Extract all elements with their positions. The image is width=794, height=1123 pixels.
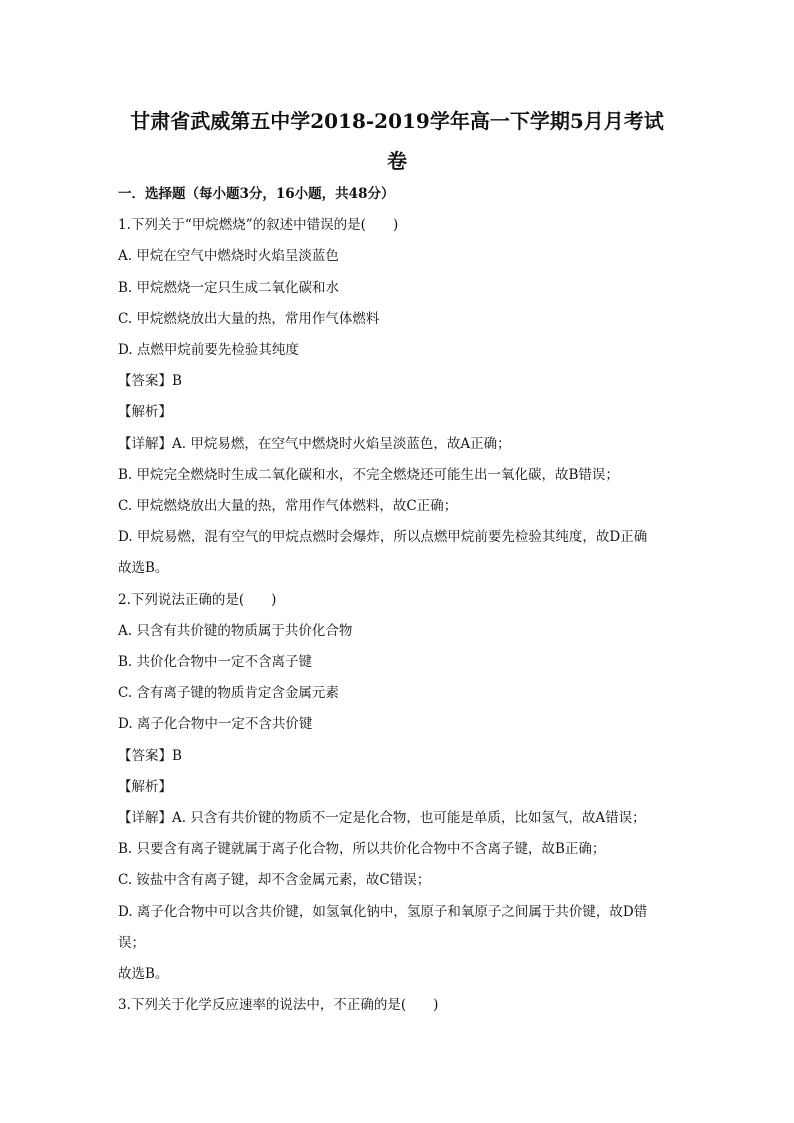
text-line: 【答案】B	[118, 373, 182, 390]
text-line: D. 离子化合物中可以含共价键，如氢氧化钠中，氢原子和氧原子之间属于共价键，故D错	[118, 903, 648, 920]
text-line: 故选B。	[118, 966, 169, 982]
text-line: B. 甲烷完全燃烧时生成二氧化碳和水，不完全燃烧还可能生出一氧化碳，故B错误；	[118, 466, 619, 483]
text-line: 1.下列关于“甲烷燃烧”的叙述中错误的是( )	[118, 217, 399, 234]
text-line: D. 甲烷易燃，混有空气的甲烷点燃时会爆炸，所以点燃甲烷前要先检验其纯度，故D正确	[118, 529, 648, 546]
page-title-continued: 卷	[387, 149, 407, 173]
page-title: 甘肃省武威第五中学2018-2019学年高一下学期5月月考试	[130, 109, 664, 133]
text-line: 2.下列说法正确的是( )	[118, 591, 277, 608]
text-line: 误；	[118, 934, 145, 951]
text-line: 【答案】B	[118, 747, 182, 764]
text-line: 【解析】	[118, 404, 172, 421]
text-line: B. 甲烷燃烧一定只生成二氧化碳和水	[118, 279, 340, 296]
text-line: 【详解】A. 只含有共价键的物质不一定是化合物，也可能是单质，比如氢气，故A错误；	[118, 810, 646, 826]
text-line: C. 含有离子键的物质肯定含金属元素	[118, 685, 339, 702]
text-line: D. 点燃甲烷前要先检验其纯度	[118, 342, 299, 358]
text-line: 故选B。	[118, 560, 169, 577]
text-line: 3.下列关于化学反应速率的说法中，不正确的是( )	[118, 997, 439, 1014]
text-line: A. 甲烷在空气中燃烧时火焰呈淡蓝色	[118, 248, 339, 265]
text-line: 【详解】A. 甲烷易燃，在空气中燃烧时火焰呈淡蓝色，故A正确；	[118, 435, 511, 452]
text-line: 【解析】	[118, 778, 172, 795]
text-line: C. 甲烷燃烧放出大量的热，常用作气体燃料	[118, 310, 380, 327]
text-line: D. 离子化合物中一定不含共价键	[118, 716, 313, 733]
text-line: C. 铵盐中含有离子键，却不含金属元素，故C错误；	[118, 872, 431, 889]
text-line: A. 只含有共价键的物质属于共价化合物	[118, 622, 353, 639]
text-line: B. 只要含有离子键就属于离子化合物，所以共价化合物中不含离子键，故B正确；	[118, 841, 606, 858]
text-line: C. 甲烷燃烧放出大量的热，常用作气体燃料，故C正确；	[118, 498, 458, 514]
text-line: 一．选择题（每小题3分，16小题，共48分）	[118, 186, 395, 202]
text-line: B. 共价化合物中一定不含离子键	[118, 654, 313, 670]
